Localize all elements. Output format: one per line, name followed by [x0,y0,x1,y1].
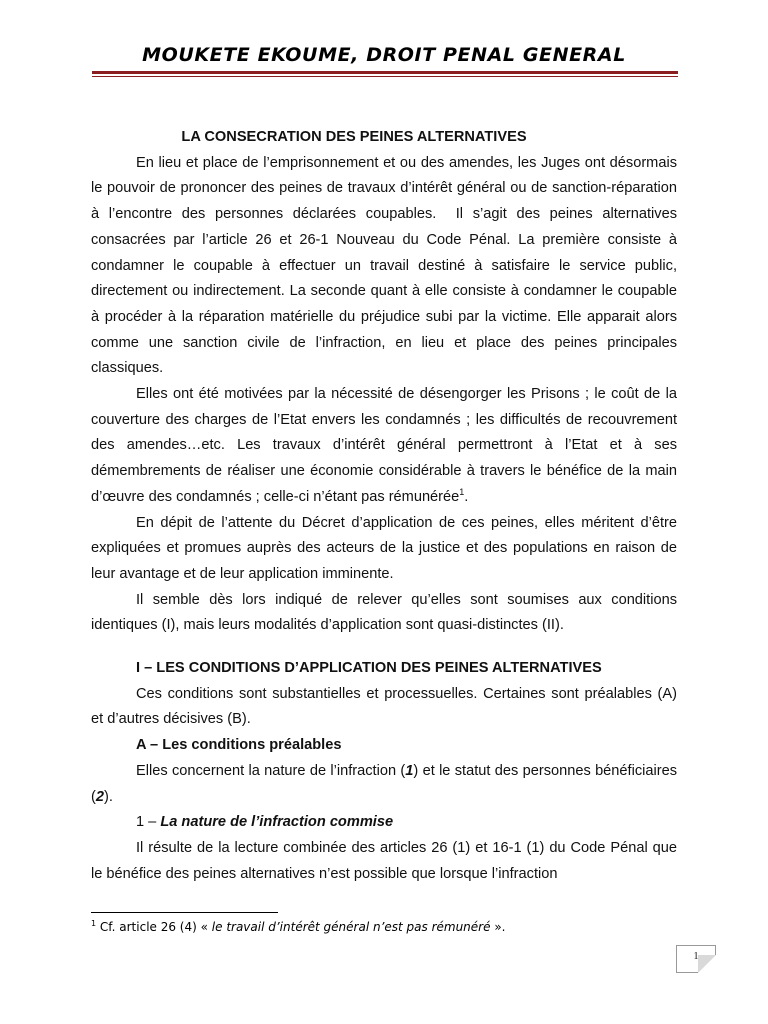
paragraph-2-end: . [464,488,469,505]
subsection-a-text-part-3: ). [104,788,113,805]
footnote-quote: le travail d’intérêt général n’est pas rémunéré [211,920,491,934]
section-i-intro: Ces conditions sont substantielles et processuelles. Certaines sont préalables (A) et d’autres décisives (B). [91,685,677,728]
subsection-a-text [91,759,677,810]
header-rule-thick [92,71,678,74]
item-1-title: La nature de l’infraction commise [160,814,394,831]
footnote-number: 1 [91,919,97,928]
page-number: 1 [693,951,699,962]
page-number-box [676,945,716,973]
subsection-a-text-part-1: Elles concernent la nature de l’infraction ( [136,762,406,779]
item-1-heading [91,810,677,836]
ref-2: 2 [95,788,104,805]
footnote-reference[interactable]: 1 [459,486,465,497]
paragraph-4: Il semble dès lors indiqué de relever qu’elles sont soumises aux conditions identiques (I), mais leurs modalités d’application sont quasi-distinctes (II). [91,591,677,634]
paragraph-2-text: Elles ont été motivées par la nécessité de désengorger les Prisons ; le coût de la couverture des charges de l’Etat envers les condamnés ; les difficultés de recouvrement des amendes…etc. Les travaux d’intérêt général permettront à l’Etat et à ses démembrements de réaliser une économie considérable à travers le bénéfice de la main d’œuvre des condamnés ; celle-ci n’étant pas rémunérée [91,386,677,505]
section-heading-i: I – LES CONDITIONS D’APPLICATION DES PEINES ALTERNATIVES [136,660,602,677]
item-1-number: 1 – [136,814,161,831]
header-rule-thin [92,76,678,77]
paragraph-3: En dépit de l’attente du Décret d’application de ces peines, elles méritent d’être expliquées et promues auprès des acteurs de la justice et des populations en raison de leur avantage et de leur application imminente. [91,514,677,582]
subheading-a: A – Les conditions préalables [136,737,342,754]
paragraph-2 [91,382,677,511]
footnote-separator [91,912,278,913]
item-1-text: Il résulte de la lecture combinée des articles 26 (1) et 16-1 (1) du Code Pénal que le bénéfice des peines alternatives n’est possible que lorsque l’infraction [91,839,677,882]
section-title: LA CONSECRATION DES PEINES ALTERNATIVES [181,129,527,145]
paragraph-1: En lieu et place de l’emprisonnement et ou des amendes, les Juges ont désormais le pouvoir de prononcer des peines de travaux d’intérêt général ou de sanction-réparation à l’encontre des personnes déclarées coupables. Il s’agit des peines alternatives consacrées par l’article 26 et 26-1 Nouveau du Code Pénal. La première consiste à condamner le coupable à effectuer un travail destiné à satisfaire le service public, directement ou indirectement. La seconde quant à elle consiste à condamner le coupable à procéder à la réparation matérielle du préjudice subi par la victime. Elle apparait alors comme une sanction civile de l’infraction, en lieu et place des peines principales classiques. [91,154,677,377]
page-fold-corner [698,955,716,973]
document-body [91,125,677,887]
subsection-a-text-part-2: ) et le statut des personnes bénéficiaires ( [91,762,678,805]
footnote-prefix: Cf. article 26 (4) « [96,920,212,934]
footnote-suffix: ». [490,920,506,934]
page-title: MOUKETE EKOUME, DROIT PENAL GENERAL [142,44,626,66]
ref-1: 1 [405,762,414,779]
footnote [91,920,691,934]
